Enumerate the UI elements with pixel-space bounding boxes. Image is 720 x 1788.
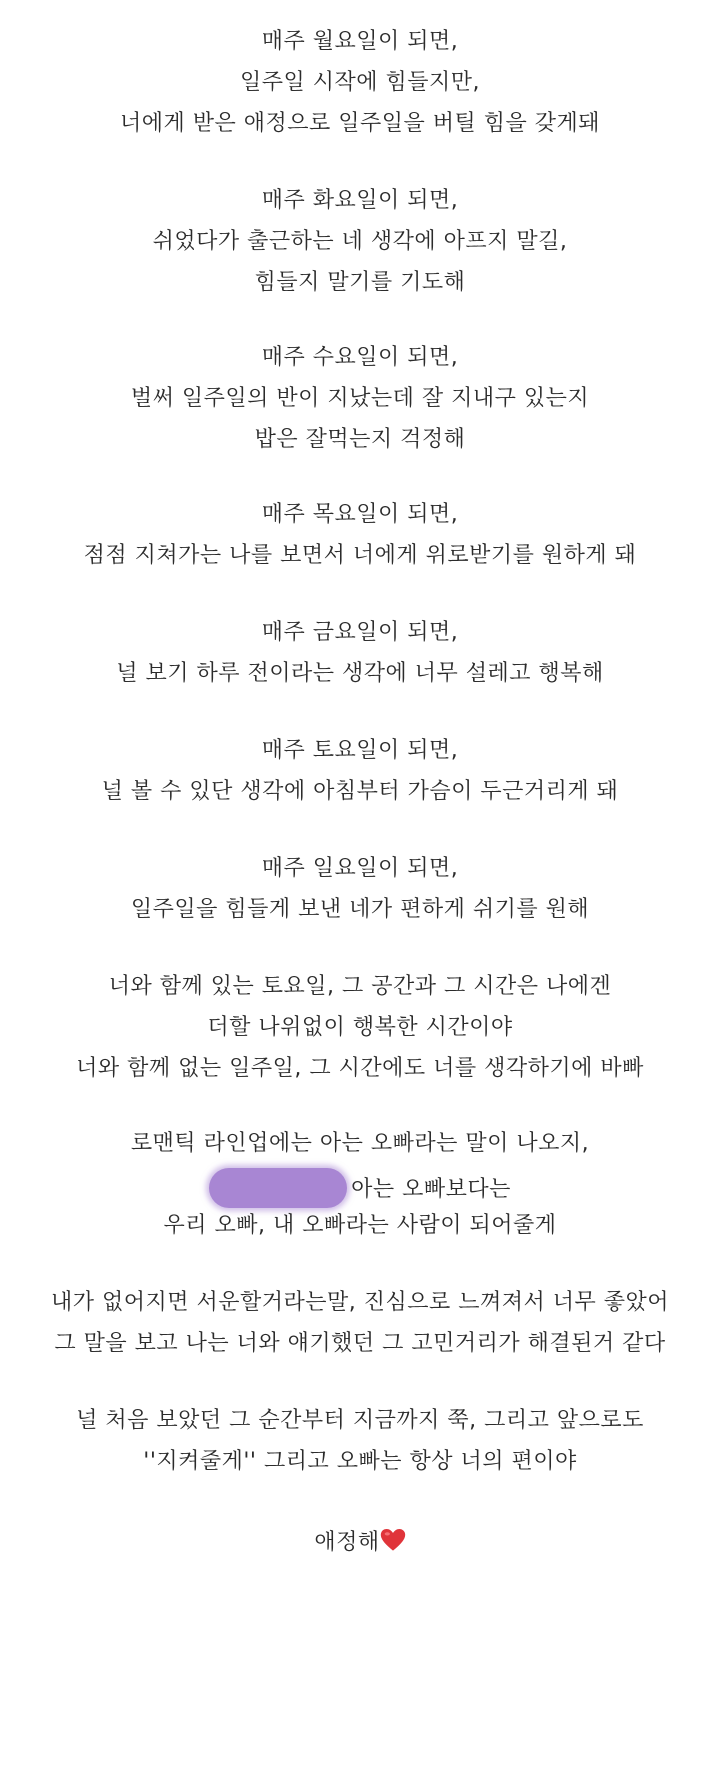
together-line-2: 더할 나위없이 행복한 시간이야 [207, 1015, 513, 1040]
friday-line-2: 널 보기 하루 전이라는 생각에 너무 설레고 행복해 [116, 661, 604, 686]
wednesday-line-3: 밥은 잘먹는지 걱정해 [254, 427, 466, 452]
romantic-line-2-text: 아는 오빠보다는 [351, 1177, 511, 1202]
red-heart-icon [380, 1527, 406, 1553]
wednesday-line-2: 벌써 일주일의 반이 지났는데 잘 지내구 있는지 [130, 386, 590, 411]
forever-line-1: 널 처음 보았던 그 순간부터 지금까지 쭉, 그리고 앞으로도 [76, 1408, 644, 1433]
missing-line-2: 그 말을 보고 나는 너와 얘기했던 그 고민거리가 해결된거 같다 [54, 1331, 666, 1356]
friday-line-1: 매주 금요일이 되면, [261, 620, 459, 645]
romantic-line-3: 우리 오빠, 내 오빠라는 사람이 되어줄게 [163, 1213, 557, 1238]
monday-line-1: 매주 월요일이 되면, [261, 29, 459, 54]
closing-line [0, 1528, 720, 1558]
tuesday-line-1: 매주 화요일이 되면, [261, 188, 459, 213]
thursday-line-2: 점점 지쳐가는 나를 보면서 너에게 위로받기를 원하게 돼 [83, 543, 637, 568]
tuesday-line-3: 힘들지 말기를 기도해 [254, 270, 466, 295]
closing-text: 애정해 [314, 1530, 380, 1555]
romantic-line-2 [0, 1170, 720, 1210]
monday-line-3: 너에게 받은 애정으로 일주일을 버틸 힘을 갖게돼 [119, 111, 600, 136]
together-line-1: 너와 함께 있는 토요일, 그 공간과 그 시간은 나에겐 [108, 974, 612, 999]
romantic-line-1: 로맨틱 라인업에는 아는 오빠라는 말이 나오지, [130, 1131, 590, 1156]
monday-line-2: 일주일 시작에 힘들지만, [239, 70, 480, 95]
sunday-line-2: 일주일을 힘들게 보낸 네가 편하게 쉬기를 원해 [130, 897, 590, 922]
together-line-3: 너와 함께 없는 일주일, 그 시간에도 너를 생각하기에 바빠 [76, 1056, 644, 1081]
saturday-line-1: 매주 토요일이 되면, [261, 738, 459, 763]
forever-line-2: ''지켜줄게'' 그리고 오빠는 항상 너의 편이야 [143, 1449, 577, 1474]
tuesday-line-2: 쉬었다가 출근하는 네 생각에 아프지 말길, [152, 229, 568, 254]
redacted-name-blur [209, 1168, 347, 1208]
missing-line-1: 내가 없어지면 서운할거라는말, 진심으로 느껴져서 너무 좋았어 [50, 1290, 669, 1315]
saturday-line-2: 널 볼 수 있단 생각에 아침부터 가슴이 두근거리게 돼 [101, 779, 619, 804]
sunday-line-1: 매주 일요일이 되면, [261, 856, 459, 881]
thursday-line-1: 매주 목요일이 되면, [261, 502, 459, 527]
wednesday-line-1: 매주 수요일이 되면, [261, 345, 459, 370]
